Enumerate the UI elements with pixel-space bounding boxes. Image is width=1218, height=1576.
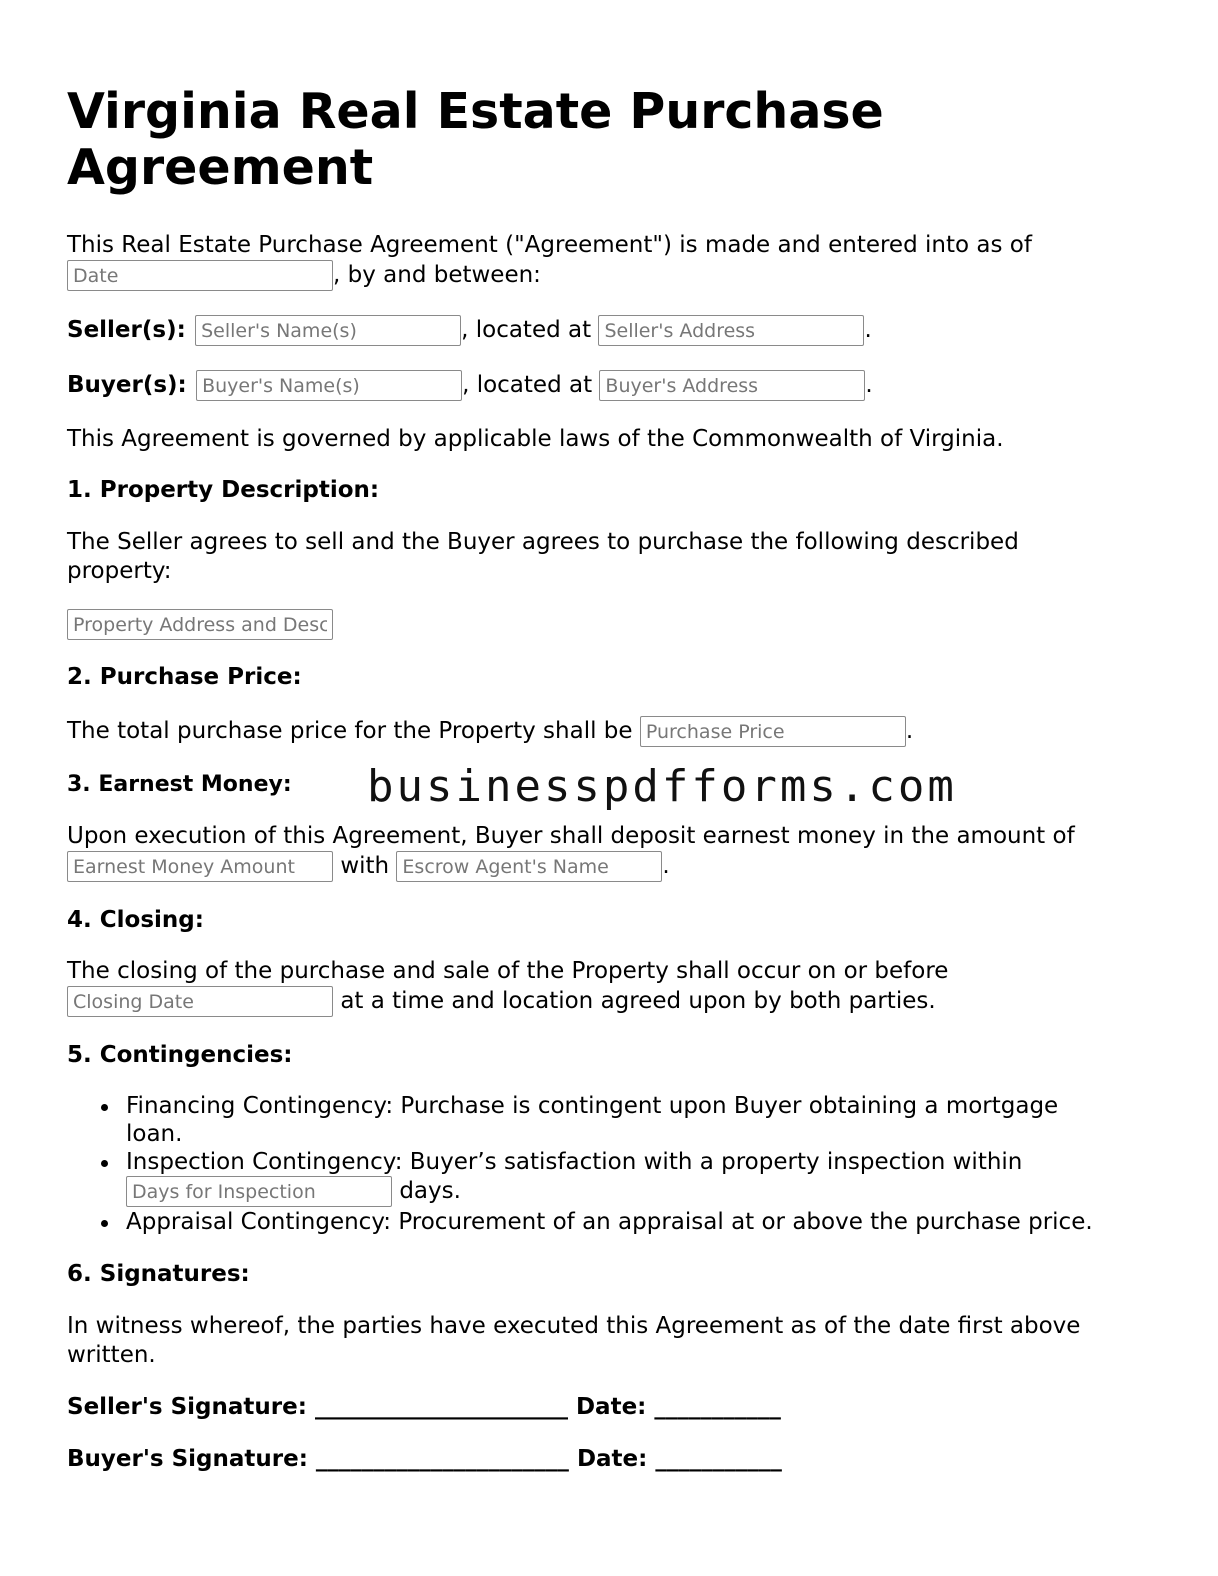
closing-after-text: at a time and location agreed upon by both parties. bbox=[340, 988, 936, 1014]
buyer-signature-blank[interactable]: ______________________ bbox=[315, 1446, 569, 1472]
inspection-field-line bbox=[126, 1176, 1147, 1208]
list-item bbox=[67, 1092, 1147, 1148]
buyer-located-at: , located at bbox=[462, 372, 593, 398]
price-line-end: . bbox=[905, 718, 914, 744]
governing-law-text: This Agreement is governed by applicable laws of the Commonwealth of Virginia. bbox=[67, 426, 1004, 452]
contingencies-list bbox=[67, 1092, 1147, 1236]
buyer-signature-label: Buyer's Signature: bbox=[67, 1446, 308, 1472]
seller-line-end: . bbox=[864, 317, 872, 343]
financing-line1: Financing Contingency: Purchase is contingent upon Buyer obtaining a mortgage bbox=[126, 1093, 1059, 1119]
closing-date-field[interactable] bbox=[67, 986, 333, 1017]
earnest-with: with bbox=[340, 853, 390, 879]
buyer-name-field[interactable] bbox=[196, 370, 462, 401]
earnest-heading: 3. Earnest Money: bbox=[67, 772, 292, 797]
watermark: businesspdfforms.com bbox=[367, 761, 957, 812]
seller-date-blank[interactable]: ___________ bbox=[654, 1394, 781, 1420]
seller-date-label: Date: bbox=[575, 1394, 647, 1420]
seller-line bbox=[67, 315, 872, 346]
price-text: The total purchase price for the Property shall be bbox=[67, 718, 633, 744]
earnest-amount-field[interactable] bbox=[67, 851, 333, 882]
seller-label: Seller(s): bbox=[67, 317, 186, 343]
intro-text: This Real Estate Purchase Agreement ("Agreement") is made and entered into as of bbox=[67, 232, 1032, 258]
buyer-address-field[interactable] bbox=[599, 370, 865, 401]
seller-signature-label: Seller's Signature: bbox=[67, 1394, 307, 1420]
appraisal-text: Appraisal Contingency: Procurement of an appraisal at or above the purchase price. bbox=[126, 1209, 1093, 1235]
intro-date-line bbox=[67, 260, 541, 291]
earnest-field-line bbox=[67, 851, 670, 882]
property-text-line2: property: bbox=[67, 558, 172, 584]
closing-text: The closing of the purchase and sale of the Property shall occur on or before bbox=[67, 958, 949, 984]
inspection-days-field[interactable] bbox=[126, 1176, 392, 1207]
buyer-label: Buyer(s): bbox=[67, 372, 187, 398]
list-item bbox=[67, 1148, 1147, 1208]
buyer-line bbox=[67, 370, 873, 401]
purchase-price-field[interactable] bbox=[640, 716, 906, 747]
intro-by-and-between: , by and between: bbox=[333, 262, 541, 288]
signatures-heading: 6. Signatures: bbox=[67, 1261, 250, 1287]
page-title: Virginia Real Estate Purchase Agreement bbox=[67, 83, 884, 196]
contingencies-heading: 5. Contingencies: bbox=[67, 1042, 293, 1068]
inspection-line1: Inspection Contingency: Buyer’s satisfaction with a property inspection within bbox=[126, 1149, 1023, 1175]
buyer-date-blank[interactable]: ___________ bbox=[655, 1446, 782, 1472]
earnest-line-end: . bbox=[662, 853, 670, 879]
property-description-field[interactable] bbox=[67, 609, 333, 640]
price-line bbox=[67, 716, 913, 747]
inspection-after: days. bbox=[399, 1178, 461, 1204]
buyer-line-end: . bbox=[865, 372, 873, 398]
property-text-line1: The Seller agrees to sell and the Buyer agrees to purchase the following described bbox=[67, 529, 1019, 555]
list-item bbox=[67, 1208, 1147, 1236]
buyer-signature-line bbox=[67, 1445, 782, 1473]
closing-heading: 4. Closing: bbox=[67, 907, 204, 933]
seller-located-at: , located at bbox=[461, 317, 592, 343]
escrow-agent-field[interactable] bbox=[396, 851, 662, 882]
buyer-date-label: Date: bbox=[576, 1446, 648, 1472]
signatures-text-line1: In witness whereof, the parties have executed this Agreement as of the date first above bbox=[67, 1313, 1081, 1339]
seller-address-field[interactable] bbox=[598, 315, 864, 346]
property-heading: 1. Property Description: bbox=[67, 477, 380, 503]
earnest-text: Upon execution of this Agreement, Buyer shall deposit earnest money in the amount of bbox=[67, 823, 1075, 849]
price-heading: 2. Purchase Price: bbox=[67, 664, 302, 690]
seller-name-field[interactable] bbox=[195, 315, 461, 346]
closing-field-line bbox=[67, 986, 936, 1017]
seller-signature-blank[interactable]: ______________________ bbox=[314, 1394, 568, 1420]
seller-signature-line bbox=[67, 1393, 781, 1421]
signatures-text-line2: written. bbox=[67, 1342, 156, 1368]
financing-line2: loan. bbox=[126, 1121, 183, 1147]
agreement-date-field[interactable] bbox=[67, 260, 333, 291]
property-field-line bbox=[67, 609, 333, 640]
